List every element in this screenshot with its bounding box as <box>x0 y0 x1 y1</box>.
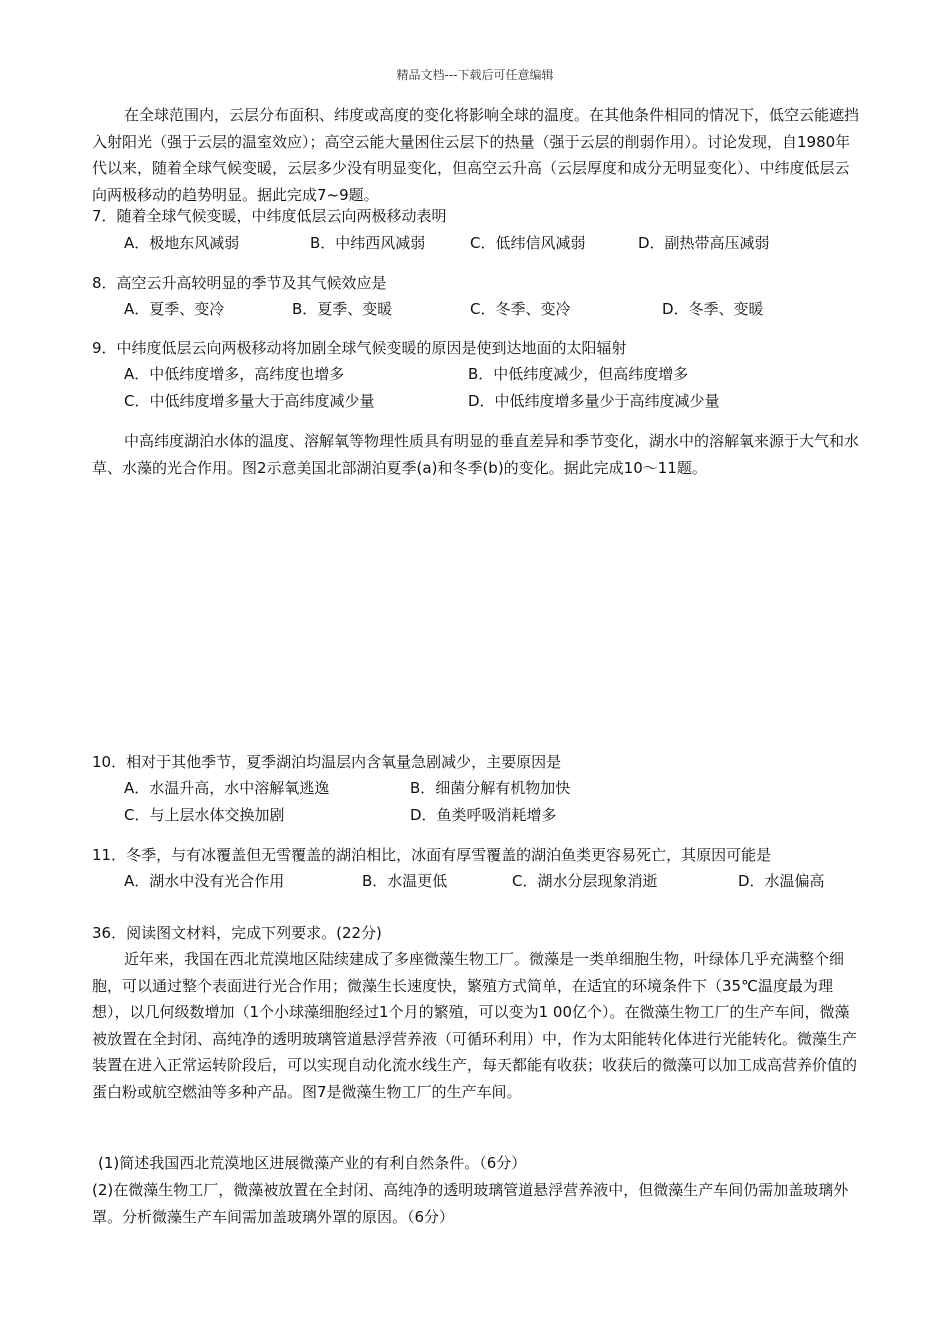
q8-option-a: A．夏季、变冷 <box>124 300 225 318</box>
q8-option-d: D．冬季、变暖 <box>662 300 764 318</box>
q10-option-c: C．与上层水体交换加剧 <box>124 806 285 824</box>
q7-option-d: D．副热带高压减弱 <box>638 234 770 252</box>
question-36-sub-2: (2)在微藻生物工厂，微藻被放置在全封闭、高纯净的透明玻璃管道悬浮营养液中，但微藻生产车间仍需加盖玻璃外罩。分析微藻生产车间需加盖玻璃外罩的原因。（6分） <box>92 1181 849 1226</box>
passage-clouds: 在全球范围内，云层分布面积、纬度或高度的变化将影响全球的温度。在其他条件相同的情况下，低空云能遮挡入射阳光（强于云层的温室效应）；高空云能大量困住云层下的热量（强于云层的削弱作用）。讨论发现，自1980年代以来，随着全球气候变暖，云层多少没有明显变化，但高空云升高（云层厚度和成分无明显变化）、中纬度低层云向两极移动的趋势明显。据此完成7~9题。 <box>92 106 860 204</box>
page-header: 精品文档---下载后可任意编辑 <box>396 68 554 82</box>
q10-option-b: B．细菌分解有机物加快 <box>410 779 571 797</box>
passage-lakes: 中高纬度湖泊水体的温度、溶解氧等物理性质具有明显的垂直差异和季节变化，湖水中的溶解氧来源于大气和水草、水藻的光合作用。图2示意美国北部湖泊夏季(a)和冬季(b)的变化。据此完成10～11题。 <box>92 432 860 477</box>
figure-2-placeholder <box>92 512 852 742</box>
q11-option-c: C．湖水分层现象消逝 <box>512 872 658 890</box>
question-9-stem: 9．中纬度低层云向两极移动将加剧全球气候变暖的原因是使到达地面的太阳辐射 <box>92 339 627 357</box>
q11-option-a: A．湖水中没有光合作用 <box>124 872 285 890</box>
q8-option-b: B．夏季、变暖 <box>292 300 393 318</box>
q7-option-a: A．极地东风减弱 <box>124 234 240 252</box>
q9-option-b: B．中低纬度减少，但高纬度增多 <box>468 365 689 383</box>
question-11-stem: 11．冬季，与有冰覆盖但无雪覆盖的湖泊相比，冰面有厚雪覆盖的湖泊鱼类更容易死亡，其原因可能是 <box>92 846 772 864</box>
q9-option-d: D．中低纬度增多量少于高纬度减少量 <box>468 392 720 410</box>
question-36-stem: 36．阅读图文材料，完成下列要求。(22分) <box>92 924 382 942</box>
q9-option-c: C．中低纬度增多量大于高纬度减少量 <box>124 392 375 410</box>
q8-option-c: C．冬季、变冷 <box>470 300 571 318</box>
q10-option-d: D．鱼类呼吸消耗增多 <box>410 806 557 824</box>
question-7-stem: 7．随着全球气候变暖，中纬度低层云向两极移动表明 <box>92 207 447 225</box>
q7-option-c: C．低纬信风减弱 <box>470 234 586 252</box>
question-10-stem: 10．相对于其他季节，夏季湖泊均温层内含氧量急剧减少，主要原因是 <box>92 753 562 771</box>
q7-option-b: B．中纬西风减弱 <box>310 234 426 252</box>
q11-option-b: B．水温更低 <box>362 872 448 890</box>
question-36-sub-1: (1)简述我国西北荒漠地区进展微藻产业的有利自然条件。（6分） <box>98 1154 527 1172</box>
q10-option-a: A．水温升高，水中溶解氧逃逸 <box>124 779 330 797</box>
passage-microalgae: 近年来，我国在西北荒漠地区陆续建成了多座微藻生物工厂。微藻是一类单细胞生物，叶绿体几乎充满整个细胞，可以通过整个表面进行光合作用；微藻生长速度快，繁殖方式简单，在适宜的环境条件下（35℃温度最为理想），以几何级数增加（1个小球藻细胞经过1个月的繁殖，可以变为1 00亿个）。在微藻生物工厂的生产车间，微藻被放置在全封闭、高纯净的透明玻璃管道悬浮营养液（可循环利用）中，作为太阳能转化体进行光能转化。微藻生产装置在进入正常运转阶段后，可以实现自动化流水线生产，每天都能有收获；收获后的微藻可以加工成高营养价值的蛋白粉或航空燃油等多种产品。图7是微藻生物工厂的生产车间。 <box>92 950 858 1101</box>
question-8-stem: 8．高空云升高较明显的季节及其气候效应是 <box>92 274 387 292</box>
q11-option-d: D．水温偏高 <box>738 872 825 890</box>
q9-option-a: A．中低纬度增多，高纬度也增多 <box>124 365 345 383</box>
